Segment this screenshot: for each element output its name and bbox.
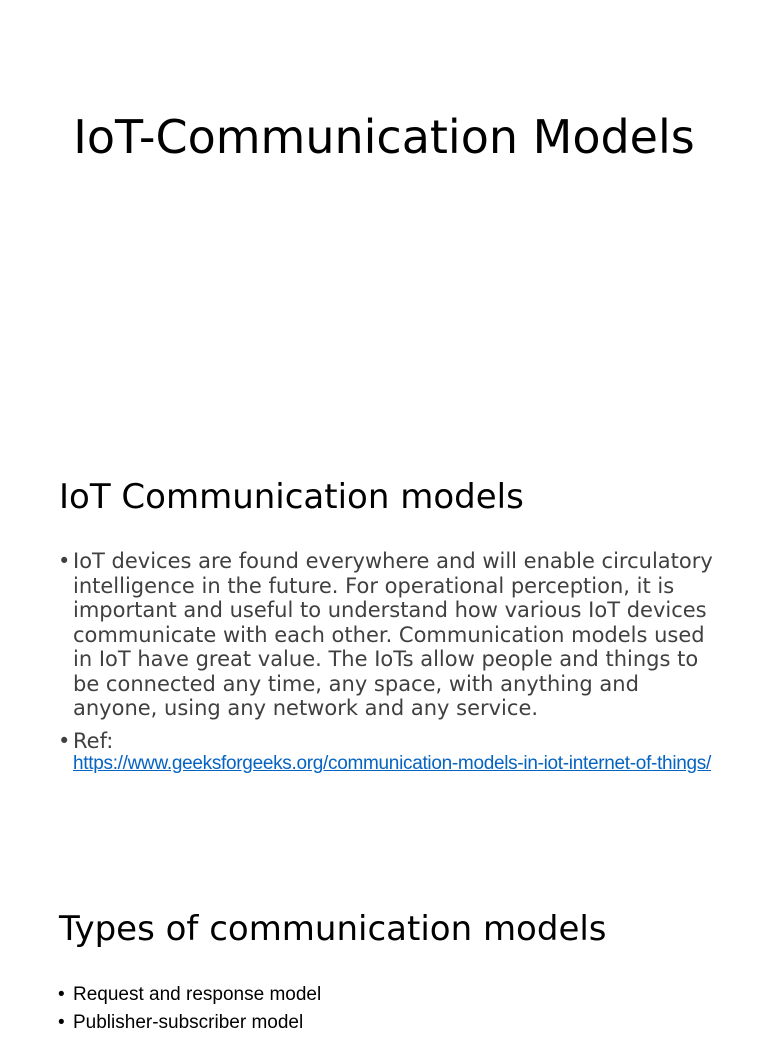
list-item xyxy=(58,981,716,1009)
reference-link[interactable]: https://www.geeksforgeeks.org/communication-models-in-iot-internet-of-things/ xyxy=(73,753,711,774)
presentation-title: IoT-Communication Models xyxy=(73,110,695,164)
bullet-icon: • xyxy=(58,728,71,753)
slide-title xyxy=(0,0,768,432)
bullet-icon: • xyxy=(58,1012,65,1033)
list-item-ref xyxy=(58,729,716,775)
bullet-list xyxy=(58,549,716,782)
slide-communication-models xyxy=(0,432,768,864)
bullet-text: IoT devices are found everywhere and will enable circulatory intelligence in the future. For operational perception, it is important and useful to understand how various IoT devices communicate with each other. Communication models used in IoT have great value. The IoTs allow people and things to be connected any time, any space, with anything and anyone, using any network and any service. xyxy=(73,549,713,720)
list-item xyxy=(58,549,716,721)
bullet-list xyxy=(58,981,716,1037)
bullet-text: Request and response model xyxy=(73,984,322,1005)
slide-heading: IoT Communication models xyxy=(59,477,524,517)
bullet-text: Publisher-subscriber model xyxy=(73,1012,304,1033)
ref-label: Ref: xyxy=(73,728,114,753)
bullet-icon: • xyxy=(58,984,65,1005)
slide-types-of-models xyxy=(0,864,768,1033)
slide-heading: Types of communication models xyxy=(59,909,607,949)
bullet-icon: • xyxy=(58,549,71,573)
list-item xyxy=(58,1009,716,1037)
